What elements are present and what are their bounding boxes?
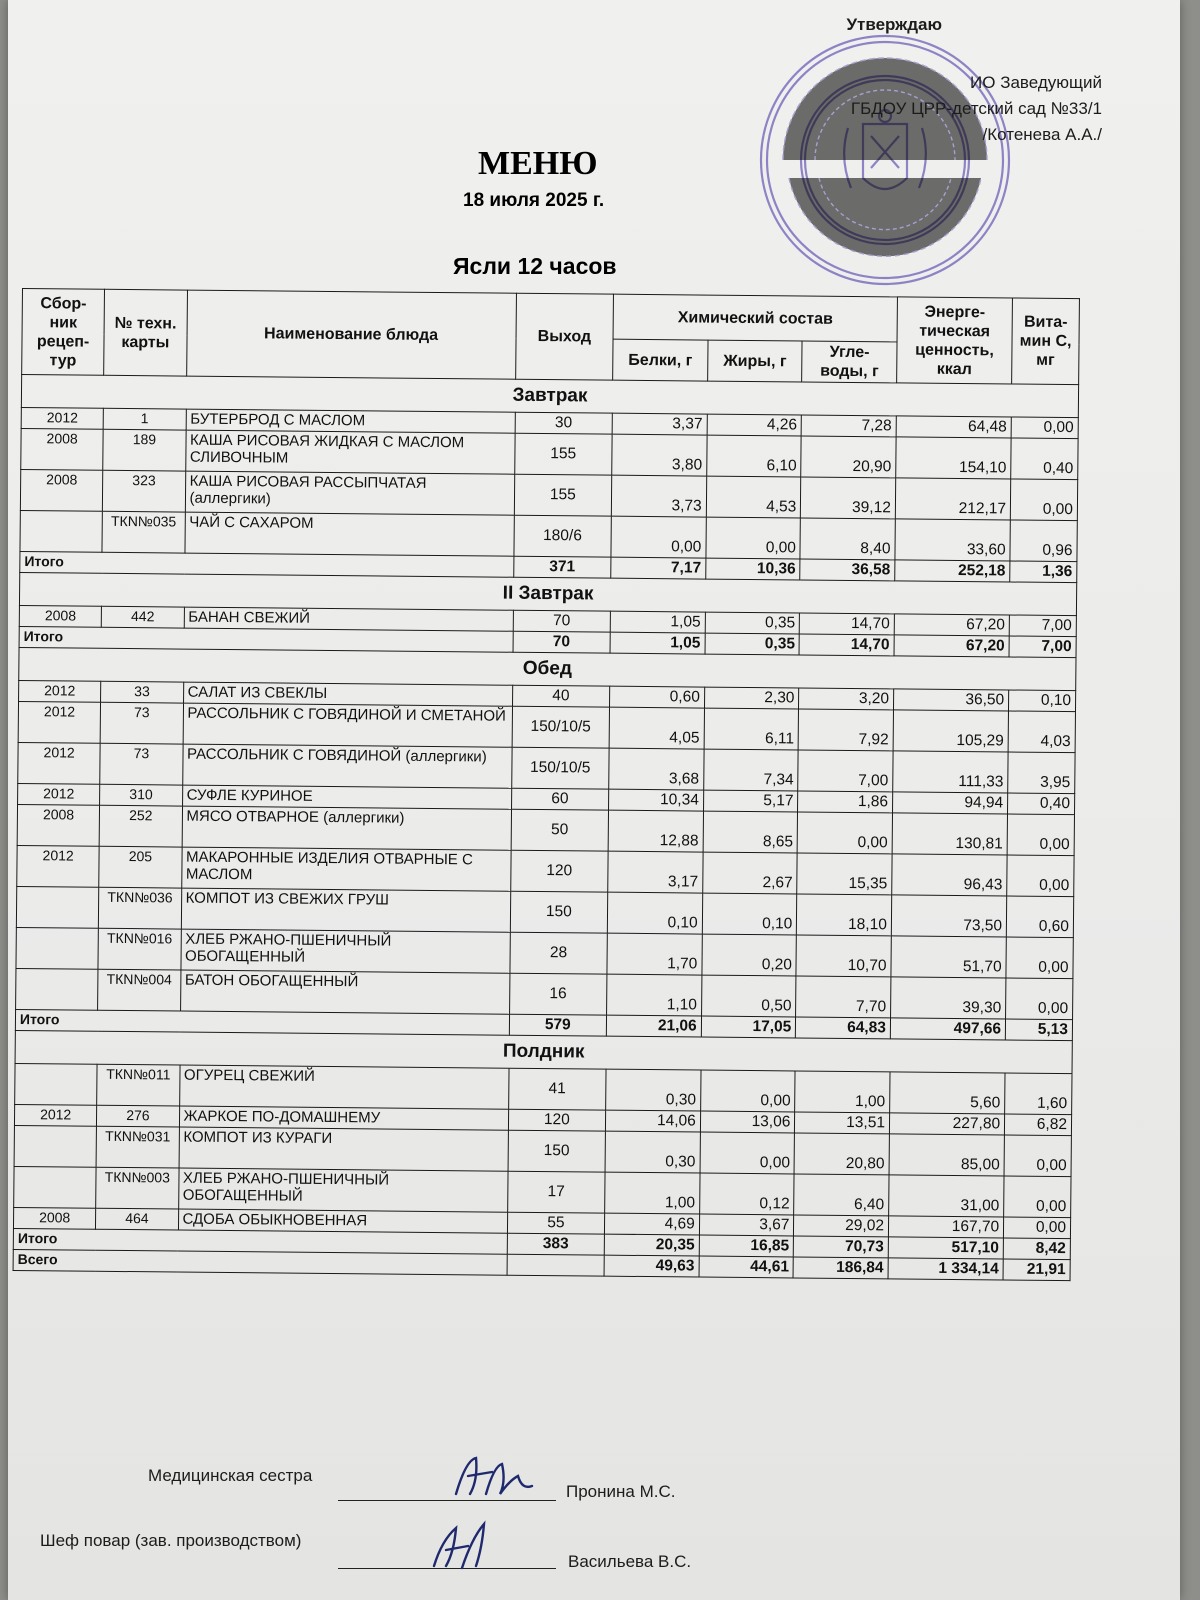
dish-name: КАША РИСОВАЯ РАССЫПЧАТАЯ (аллергики): [185, 471, 514, 515]
output-cell: 70: [513, 610, 611, 632]
collection-cell: 2012: [18, 701, 101, 743]
collection-cell: 2012: [18, 742, 101, 784]
total-label: Итого: [15, 1009, 509, 1035]
collection-cell: [14, 1166, 97, 1208]
total-label: Итого: [20, 551, 514, 577]
menu-table: [13, 288, 1080, 1281]
vitamin-cell: 6,82: [1005, 1114, 1072, 1136]
section-title: Завтрак: [21, 375, 1078, 418]
protein-cell: 0,30: [605, 1131, 700, 1173]
total-protein-cell: 21,06: [607, 1015, 702, 1037]
total-energy-cell: 252,18: [895, 560, 1010, 582]
output-cell: 150: [508, 1130, 606, 1172]
vitamin-cell: 0,10: [1009, 690, 1076, 712]
dish-name: БАНАН СВЕЖИЙ: [184, 607, 513, 631]
dish-name: ХЛЕБ РЖАНО-ПШЕНИЧНЫЙ ОБОГАЩЕННЫЙ: [180, 929, 509, 973]
output-cell: 150: [510, 891, 608, 933]
output-cell: 60: [511, 788, 609, 810]
vitamin-cell: 0,40: [1011, 438, 1078, 480]
col-output-header: Выход: [515, 293, 613, 380]
section-title: Обед: [19, 647, 1076, 690]
collection-cell: 2008: [17, 804, 100, 846]
collection-cell: 2008: [20, 469, 103, 511]
card-cell: ТКN№031: [96, 1126, 179, 1168]
card-cell: ТКN№035: [102, 511, 185, 553]
total-label: Итого: [19, 626, 513, 652]
protein-cell: 4,05: [609, 707, 704, 749]
protein-cell: 3,80: [612, 434, 707, 476]
fat-cell: 4,26: [707, 414, 802, 436]
dish-name: САЛАТ ИЗ СВЕКЛЫ: [183, 682, 512, 706]
total-fat-cell: 10,36: [706, 558, 801, 580]
output-cell: 55: [507, 1212, 605, 1234]
menu-sheet: [8, 0, 1180, 1600]
energy-cell: 94,94: [892, 792, 1007, 814]
fat-cell: 0,20: [702, 934, 797, 976]
output-cell: 40: [512, 685, 610, 707]
card-cell: ТКN№016: [98, 928, 181, 970]
carbs-cell: 0,00: [797, 812, 892, 854]
card-cell: 464: [96, 1208, 178, 1230]
card-cell: 73: [100, 702, 183, 744]
output-cell: 28: [509, 932, 607, 974]
collection-cell: 2012: [19, 680, 101, 702]
approver-name: /Котенева А.А./: [982, 125, 1102, 144]
energy-cell: 130,81: [892, 813, 1008, 855]
carbs-cell: 1,86: [798, 791, 893, 813]
dish-name: ХЛЕБ РЖАНО-ПШЕНИЧНЫЙ ОБОГАЩЕННЫЙ: [178, 1168, 507, 1212]
dish-name: ЧАЙ С САХАРОМ: [184, 512, 513, 556]
grand-total-label: Всего: [13, 1249, 507, 1275]
output-cell: 155: [514, 433, 612, 475]
energy-cell: 105,29: [893, 710, 1009, 752]
energy-cell: 36,50: [893, 689, 1008, 711]
carbs-cell: 39,12: [801, 477, 896, 519]
energy-cell: 33,60: [895, 519, 1011, 561]
approver-role: ИО Заведующий: [970, 73, 1102, 92]
dish-name: СДОБА ОБЫКНОВЕННАЯ: [178, 1209, 507, 1233]
fat-cell: 0,00: [706, 517, 801, 559]
protein-cell: 3,37: [612, 413, 707, 435]
output-cell: 16: [509, 973, 607, 1015]
vitamin-cell: 0,40: [1008, 793, 1075, 815]
card-cell: ТКN№011: [97, 1064, 180, 1106]
fat-cell: 0,50: [701, 975, 796, 1017]
protein-cell: 12,88: [608, 810, 703, 852]
protein-cell: 14,06: [606, 1110, 701, 1132]
fat-cell: 5,17: [703, 790, 798, 812]
fat-cell: 8,65: [703, 811, 798, 853]
dish-name: КОМПОТ ИЗ КУРАГИ: [179, 1127, 508, 1171]
total-output: 70: [513, 631, 611, 653]
carbs-cell: 10,70: [796, 935, 891, 977]
vitamin-cell: 0,00: [1007, 855, 1074, 897]
grand-total-fat-cell: 44,61: [699, 1256, 794, 1278]
collection-cell: [15, 1063, 98, 1105]
total-energy-cell: 67,20: [894, 635, 1009, 657]
protein-cell: 0,30: [606, 1069, 701, 1111]
col-card-header: № техн. карты: [104, 289, 187, 376]
card-cell: ТКN№036: [99, 887, 182, 929]
protein-cell: 10,34: [609, 789, 704, 811]
collection-cell: [14, 1125, 97, 1167]
collection-cell: 2008: [21, 428, 104, 470]
col-protein-header: Белки, г: [613, 339, 708, 381]
total-energy-cell: 517,10: [888, 1237, 1003, 1259]
organization-name: ГБДОУ ЦРР-детский сад №33/1: [850, 99, 1102, 118]
carbs-cell: 20,90: [801, 436, 896, 478]
fat-cell: 0,00: [700, 1070, 795, 1112]
section-title: II Завтрак: [19, 572, 1076, 615]
card-cell: 205: [99, 846, 182, 888]
dish-name: ОГУРЕЦ СВЕЖИЙ: [179, 1065, 508, 1109]
protein-cell: 1,00: [605, 1172, 700, 1214]
total-vitamin-cell: 8,42: [1003, 1238, 1070, 1260]
fat-cell: 13,06: [700, 1111, 795, 1133]
protein-cell: 3,68: [609, 748, 704, 790]
energy-cell: 154,10: [896, 437, 1012, 479]
chef-role: Шеф повар (зав. производством): [40, 1531, 302, 1550]
dish-name: МЯСО ОТВАРНОЕ (аллергики): [182, 806, 511, 850]
total-output: 383: [507, 1233, 605, 1255]
card-cell: ТКN№003: [96, 1167, 179, 1209]
fat-cell: 0,10: [702, 893, 797, 935]
vitamin-cell: 0,00: [1006, 978, 1073, 1020]
dish-name: КОМПОТ ИЗ СВЕЖИХ ГРУШ: [181, 888, 510, 932]
total-protein-cell: 7,17: [611, 557, 706, 579]
nurse-role: Медицинская сестра: [148, 1466, 313, 1485]
vitamin-cell: 0,00: [1004, 1176, 1071, 1218]
protein-cell: 0,60: [610, 686, 705, 708]
dish-name: РАССОЛЬНИК С ГОВЯДИНОЙ И СМЕТАНОЙ: [183, 703, 512, 747]
total-carbs-cell: 70,73: [794, 1236, 889, 1258]
vitamin-cell: 4,03: [1008, 711, 1075, 753]
vitamin-cell: 0,00: [1004, 1217, 1071, 1239]
card-cell: 442: [101, 606, 183, 628]
vitamin-cell: 0,00: [1011, 417, 1078, 439]
vitamin-cell: 0,00: [1006, 937, 1073, 979]
carbs-cell: 18,10: [797, 894, 892, 936]
output-cell: 180/6: [513, 515, 611, 557]
carbs-cell: 7,00: [798, 750, 893, 792]
energy-cell: 212,17: [895, 478, 1011, 520]
collection-cell: 2012: [21, 407, 103, 429]
protein-cell: 3,73: [612, 475, 707, 517]
total-carbs-cell: 14,70: [799, 634, 894, 656]
collection-cell: 2012: [17, 845, 100, 887]
total-fat-cell: 0,35: [705, 633, 800, 655]
collection-cell: [20, 510, 103, 552]
vitamin-cell: 0,00: [1004, 1135, 1071, 1177]
protein-cell: 0,00: [611, 516, 706, 558]
page-title: МЕНЮ: [478, 145, 598, 182]
collection-cell: 2008: [19, 605, 101, 627]
carbs-cell: 29,02: [794, 1215, 889, 1237]
col-carbs-header: Угле-воды, г: [802, 341, 897, 383]
protein-cell: 1,10: [607, 974, 702, 1016]
card-cell: 1: [103, 408, 185, 430]
protein-cell: 0,10: [608, 892, 703, 934]
fat-cell: 0,00: [700, 1132, 795, 1174]
dish-name: БАТОН ОБОГАЩЕННЫЙ: [180, 970, 509, 1014]
collection-cell: 2008: [13, 1207, 95, 1229]
grand-total-carbs-cell: 186,84: [793, 1257, 888, 1279]
total-vitamin-cell: 7,00: [1009, 636, 1076, 658]
energy-cell: 96,43: [892, 854, 1008, 896]
col-vitamin-header: Вита-мин С, мг: [1012, 298, 1080, 385]
total-protein-cell: 20,35: [604, 1234, 699, 1256]
vitamin-cell: 0,96: [1010, 520, 1077, 562]
carbs-cell: 7,92: [798, 709, 893, 751]
output-cell: 120: [508, 1109, 606, 1131]
menu-body: [13, 375, 1079, 1281]
vitamin-cell: 0,60: [1006, 896, 1073, 938]
carbs-cell: 6,40: [794, 1174, 889, 1216]
dish-name: БУТЕРБРОД С МАСЛОМ: [186, 409, 515, 433]
dish-name: СУФЛЕ КУРИНОЕ: [182, 785, 511, 809]
fat-cell: 2,30: [704, 687, 799, 709]
protein-cell: 4,69: [605, 1213, 700, 1235]
output-cell: 41: [508, 1068, 606, 1110]
carbs-cell: 3,20: [799, 688, 894, 710]
total-carbs-cell: 36,58: [800, 559, 895, 581]
vitamin-cell: 3,95: [1008, 752, 1075, 794]
carbs-cell: 14,70: [800, 613, 895, 635]
card-cell: ТКN№004: [98, 969, 181, 1011]
approval-block: [846, 15, 1102, 148]
output-cell: 50: [511, 809, 609, 851]
menu-date: 18 июля 2025 г.: [463, 190, 605, 211]
vitamin-cell: 0,00: [1010, 479, 1077, 521]
total-protein-cell: 1,05: [610, 632, 705, 654]
col-energy-header: Энерге-тическая ценность, ккал: [897, 297, 1013, 384]
chef-name: Васильева В.С.: [568, 1552, 692, 1571]
output-cell: 17: [507, 1171, 605, 1213]
carbs-cell: 7,28: [801, 415, 896, 437]
fat-cell: 3,67: [699, 1214, 794, 1236]
output-cell: 150/10/5: [512, 706, 610, 748]
output-cell: 30: [515, 412, 613, 434]
dish-name: ЖАРКОЕ ПО-ДОМАШНЕМУ: [179, 1106, 508, 1130]
energy-cell: 111,33: [893, 751, 1009, 793]
grand-total-vitamin-cell: 21,91: [1003, 1259, 1070, 1281]
menu-group: Ясли 12 часов: [453, 253, 617, 279]
energy-cell: 39,30: [891, 977, 1007, 1019]
approval-label: Утверждаю: [846, 15, 942, 34]
collection-cell: 2012: [14, 1104, 96, 1126]
energy-cell: 5,60: [890, 1072, 1006, 1114]
card-cell: 323: [103, 470, 186, 512]
total-carbs-cell: 64,83: [796, 1017, 891, 1039]
vitamin-cell: 7,00: [1009, 615, 1076, 637]
collection-cell: [16, 927, 99, 969]
col-collection-header: Сбор-ник рецеп-тур: [22, 289, 105, 376]
total-output: 371: [513, 556, 611, 578]
carbs-cell: 1,00: [795, 1071, 890, 1113]
fat-cell: 6,11: [704, 708, 799, 750]
protein-cell: 3,17: [608, 851, 703, 893]
carbs-cell: 8,40: [800, 518, 895, 560]
total-fat-cell: 16,85: [699, 1235, 794, 1257]
card-cell: 73: [100, 743, 183, 785]
fat-cell: 7,34: [703, 749, 798, 791]
carbs-cell: 7,70: [796, 976, 891, 1018]
col-fat-header: Жиры, г: [707, 340, 802, 382]
vitamin-cell: 0,00: [1007, 814, 1074, 856]
card-cell: 276: [97, 1105, 179, 1127]
collection-cell: [16, 886, 99, 928]
output-cell: 155: [514, 474, 612, 516]
col-chem-header: Химический состав: [613, 294, 897, 342]
fat-cell: 0,35: [705, 612, 800, 634]
protein-cell: 1,70: [607, 933, 702, 975]
collection-cell: [16, 968, 99, 1010]
carbs-cell: 15,35: [797, 853, 892, 895]
output-cell: 150/10/5: [511, 747, 609, 789]
card-cell: 310: [100, 784, 182, 806]
grand-total-energy-cell: 1 334,14: [888, 1258, 1003, 1280]
card-cell: 33: [101, 681, 183, 703]
chef-signature: [428, 1518, 508, 1572]
energy-cell: 31,00: [889, 1175, 1005, 1217]
fat-cell: 6,10: [707, 435, 802, 477]
vitamin-cell: 1,60: [1005, 1073, 1072, 1115]
collection-cell: 2012: [18, 783, 100, 805]
fat-cell: 0,12: [699, 1173, 794, 1215]
dish-name: КАША РИСОВАЯ ЖИДКАЯ С МАСЛОМ СЛИВОЧНЫМ: [185, 430, 514, 474]
total-output: 579: [509, 1014, 607, 1036]
energy-cell: 85,00: [889, 1134, 1005, 1176]
energy-cell: 73,50: [891, 895, 1007, 937]
nurse-name: Пронина М.С.: [566, 1482, 676, 1501]
card-cell: 252: [99, 805, 182, 847]
fat-cell: 4,53: [706, 476, 801, 518]
dish-name: МАКАРОННЫЕ ИЗДЕЛИЯ ОТВАРНЫЕ С МАСЛОМ: [181, 847, 510, 891]
total-fat-cell: 17,05: [701, 1016, 796, 1038]
total-vitamin-cell: 5,13: [1005, 1019, 1072, 1041]
fat-cell: 2,67: [703, 852, 798, 894]
nurse-signature: [448, 1450, 538, 1502]
energy-cell: 227,80: [889, 1113, 1004, 1135]
section-title: Полдник: [15, 1030, 1072, 1073]
total-label: Итого: [13, 1228, 507, 1254]
dish-name: РАССОЛЬНИК С ГОВЯДИНОЙ (аллергики): [182, 744, 511, 788]
organization-stamp: [753, 28, 1018, 293]
total-vitamin-cell: 1,36: [1010, 561, 1077, 583]
energy-cell: 167,70: [888, 1216, 1003, 1238]
energy-cell: 64,48: [896, 416, 1011, 438]
protein-cell: 1,05: [610, 611, 705, 633]
energy-cell: 67,20: [894, 614, 1009, 636]
output-cell: 120: [510, 850, 608, 892]
col-dish-header: Наименование блюда: [186, 290, 516, 379]
card-cell: 189: [103, 429, 186, 471]
total-energy-cell: 497,66: [890, 1018, 1005, 1040]
carbs-cell: 20,80: [794, 1133, 889, 1175]
grand-total-protein-cell: 49,63: [604, 1255, 699, 1277]
energy-cell: 51,70: [891, 936, 1007, 978]
carbs-cell: 13,51: [795, 1112, 890, 1134]
grand-total-output: [507, 1254, 605, 1276]
